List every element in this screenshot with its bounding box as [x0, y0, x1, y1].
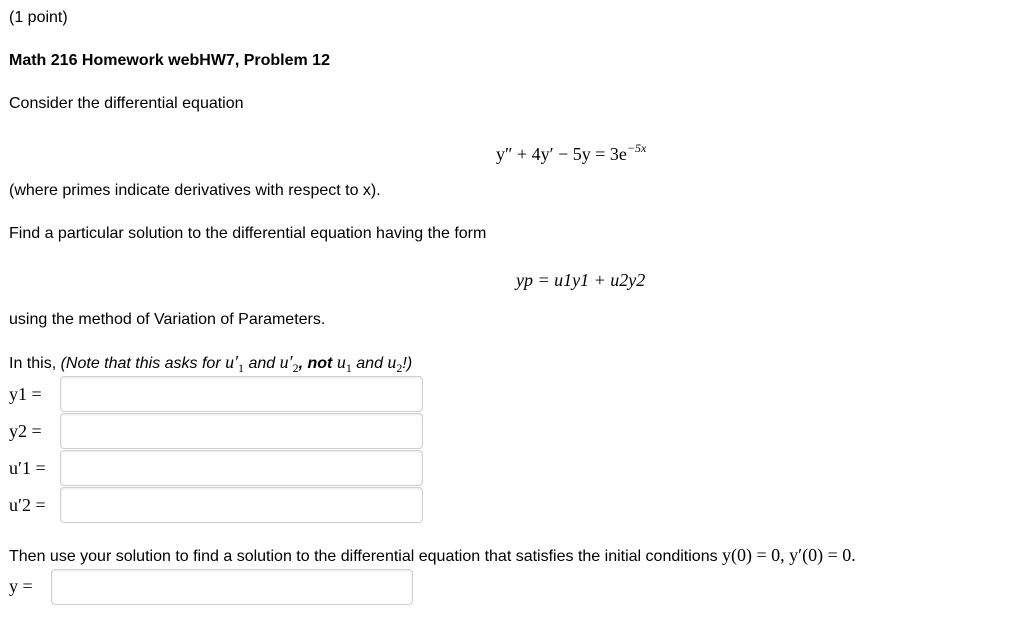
ode-main: y″ + 4y′ − 5y = 3e — [496, 144, 627, 164]
then-line — [9, 545, 856, 567]
initial-conditions: y(0) = 0, y′(0) = 0. — [722, 545, 856, 565]
note-u1: $u_1$ — [336, 352, 352, 375]
then-text: Then use your solution to find a solution to the differential equation that satisfies the initial conditions — [9, 548, 718, 565]
find-text: Find a particular solution to the differential equation having the form — [9, 225, 487, 242]
note-and: and — [248, 355, 276, 372]
y2-input[interactable] — [60, 413, 423, 449]
particular-form-equation: yp = u1y1 + u2y2 — [516, 270, 646, 290]
note-open: (Note that this asks for — [60, 355, 221, 372]
y1-label: y1 = — [9, 384, 42, 404]
u1-prime-label: u′1 = — [9, 458, 46, 478]
ode-exponent: −5x — [626, 141, 647, 155]
y1-input[interactable] — [60, 376, 423, 412]
problem-title: Math 216 Homework webHW7, Problem 12 — [9, 52, 330, 69]
u1-prime-input[interactable] — [60, 450, 423, 486]
u2-prime-label: u′2 = — [9, 495, 46, 515]
y-solution-input[interactable] — [51, 569, 413, 605]
method-text: using the method of Variation of Parameters. — [9, 311, 326, 328]
y-label: y = — [9, 576, 33, 596]
intro-text: Consider the differential equation — [9, 95, 244, 112]
y2-label: y2 = — [9, 421, 42, 441]
note-close: !) — [402, 355, 413, 372]
note-u2: $u_2$ — [387, 352, 403, 375]
note-and2: and — [356, 355, 383, 372]
u2-prime-input[interactable] — [60, 487, 423, 523]
where-text: (where primes indicate derivatives with respect to x). — [9, 182, 381, 199]
note-u2-prime: $u'_2$ — [279, 352, 299, 375]
points-label: (1 point) — [9, 9, 68, 26]
note-u1-prime: $u'_1$ — [225, 352, 245, 375]
note-line — [9, 352, 412, 378]
note-prefix: In this, — [9, 355, 57, 372]
note-not: , not — [298, 355, 333, 372]
ode-equation — [496, 138, 646, 164]
